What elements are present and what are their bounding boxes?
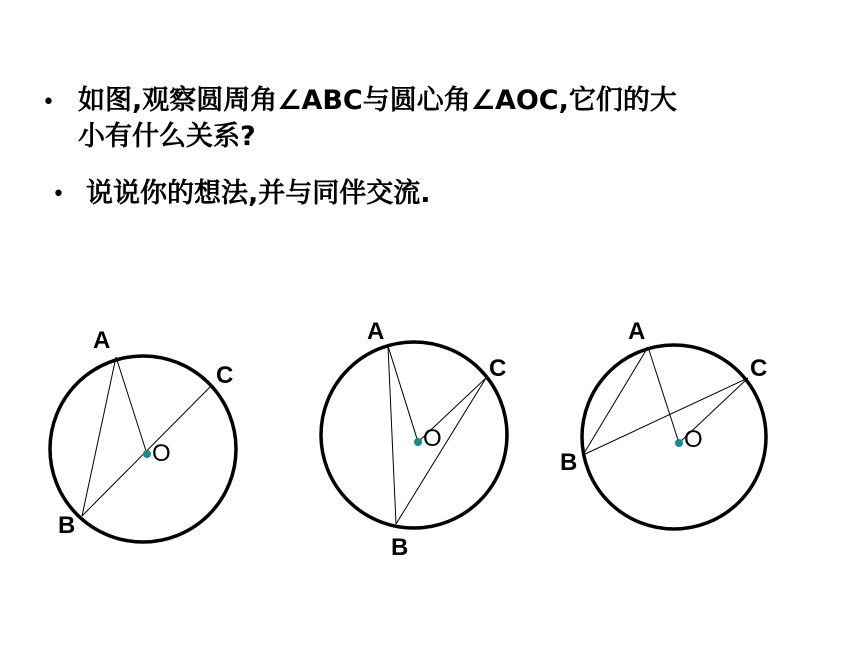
chord-bc [583, 378, 748, 455]
label-o: O [684, 426, 703, 453]
radius-oa [648, 347, 679, 443]
label-b: B [391, 534, 409, 561]
label-a: A [628, 318, 646, 345]
figure-3 [560, 318, 767, 529]
label-a: A [93, 327, 111, 354]
label-c: C [750, 355, 768, 382]
center-dot [414, 438, 422, 446]
label-o: O [152, 440, 171, 467]
question-line-2: 小有什么关系? [78, 121, 256, 152]
label-a: A [367, 318, 385, 345]
circle [321, 342, 507, 528]
label-c: C [216, 362, 234, 389]
center-dot [143, 450, 151, 458]
chord-ba [82, 357, 116, 516]
bullet-dot: • [52, 182, 65, 207]
center-dot [675, 439, 683, 447]
radius-oa [116, 357, 147, 454]
circle [50, 356, 236, 542]
label-o: O [423, 425, 442, 452]
figure-2 [321, 318, 507, 561]
label-b: B [58, 512, 76, 539]
prompt-line: 说说你的想法,并与同伴交流. [86, 178, 431, 209]
chord-ba [388, 346, 396, 524]
figure-1 [50, 327, 236, 542]
chord-ba [583, 347, 648, 455]
label-c: C [489, 355, 507, 382]
bullet-dot: • [42, 90, 55, 115]
circle [582, 345, 766, 529]
label-b: B [560, 449, 578, 476]
question-line-1: 如图,观察圆周角∠ABC与圆心角∠AOC,它们的大 [78, 85, 677, 116]
radius-oa [388, 346, 418, 442]
